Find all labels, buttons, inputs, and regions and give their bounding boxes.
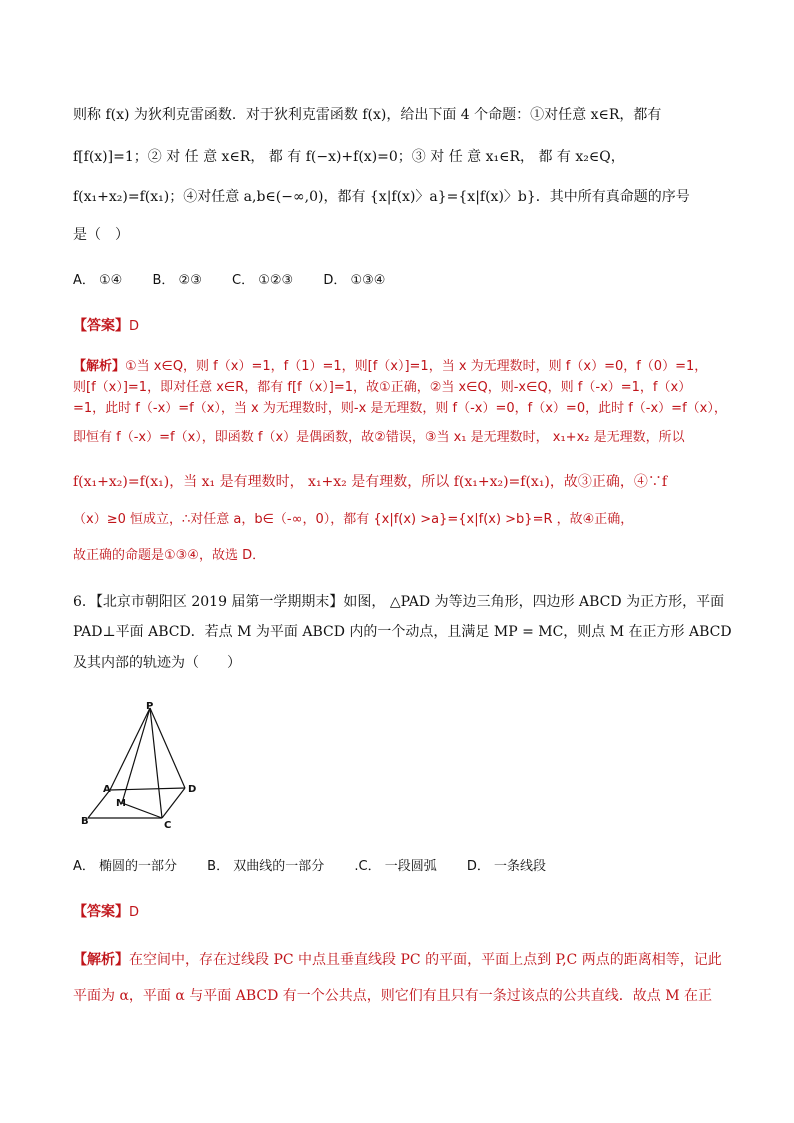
pyramid-figure — [70, 700, 210, 835]
label-b: B — [81, 816, 89, 827]
problem6-line-3: 及其内部的轨迹为（ ） — [73, 655, 241, 671]
label-a: A — [103, 784, 111, 795]
problem6-options — [73, 856, 723, 878]
option-b: B． ②③ — [152, 273, 202, 288]
problem5-line-1: 则称 f(x) 为狄利克雷函数．对于狄利克雷函数 f(x)，给出下面 4 个命题：①对任意 x∈R，都有 — [73, 107, 662, 123]
problem5-line-4: 是（ ） — [73, 227, 129, 243]
label-p: P — [146, 701, 154, 712]
problem5-analysis-line-6: （x）≥0 恒成立，∴对任意 a，b∈（-∞，0），都有 {x|f(x) >a}={x|f(x) >b}=R ，故④正确， — [73, 512, 634, 527]
edge-pd — [150, 708, 185, 788]
problem5-line-3: f(x₁+x₂)=f(x₁)；④对任意 a,b∈(−∞,0)，都有 {x|f(x)〉a}={x|f(x)〉b}．其中所有真命题的序号 — [73, 189, 690, 205]
option-c: C． ①②③ — [232, 273, 294, 288]
problem5-analysis-line-1: 【解析】①当 x∈Q，则 f（x）=1，f（1）=1，则[f（x）]=1，当 x 为无理数时，则 f（x）=0，f（0）=1， — [73, 359, 708, 374]
option-a: A． ①④ — [73, 273, 123, 288]
answer-tag: 【答案】 — [73, 318, 129, 334]
answer-tag: 【答案】 — [73, 904, 129, 920]
problem6-analysis-line-1: 【解析】在空间中，存在过线段 PC 中点且垂直线段 PC 的平面，平面上点到 P,C 两点的距离相等，记此 — [73, 952, 722, 968]
problem6-line-2: PAD⊥平面 ABCD．若点 M 为平面 ABCD 内的一个动点，且满足 MP = MC，则点 M 在正方形 ABCD — [73, 624, 732, 640]
problem5-analysis-line-7: 故正确的命题是①③④，故选 D． — [73, 548, 266, 563]
option-a: A． 椭圆的一部分 — [73, 859, 178, 874]
problem5-analysis-line-2: 则[f（x）]=1，即对任意 x∈R，都有 f[f（x）]=1，故①正确，②当 x∈Q，则-x∈Q，则 f（-x）=1，f（x） — [73, 380, 692, 395]
edge-pc — [150, 708, 162, 818]
edge-ad — [110, 788, 185, 790]
option-c: .C． 一段圆弧 — [354, 859, 437, 874]
problem5-analysis-line-3: =1，此时 f（-x）=f（x），当 x 为无理数时，则-x 是无理数，则 f（-x）=0，f（x）=0，此时 f（-x）=f（x）， — [73, 401, 727, 416]
option-d: D． 一条线段 — [466, 859, 547, 874]
option-d: D． ①③④ — [323, 273, 386, 288]
analysis-tag: 【解析】 — [73, 359, 126, 374]
problem6-analysis-line-2: 平面为 α，平面 α 与平面 ABCD 有一个公共点，则它们有且只有一条过该点的公共直线．故点 M 在正 — [73, 988, 712, 1004]
problem6-line-1: 6．【北京市朝阳区 2019 届第一学期期末】如图， △PAD 为等边三角形，四边形 ABCD 为正方形，平面 — [73, 594, 725, 610]
problem5-options — [73, 270, 723, 292]
problem5-answer — [73, 315, 723, 338]
answer-value: D — [129, 905, 140, 920]
problem5-analysis-line-4: 即恒有 f（-x）=f（x），即函数 f（x）是偶函数，故②错误，③当 x₁ 是无理数时， x₁+x₂ 是无理数，所以 — [73, 430, 685, 445]
edge-cd — [162, 788, 185, 818]
problem5-analysis-line-5: f(x₁+x₂)=f(x₁)，当 x₁ 是有理数时， x₁+x₂ 是有理数，所以 f(x₁+x₂)=f(x₁)，故③正确，④∵f — [73, 474, 668, 490]
problem6-answer — [73, 901, 723, 924]
analysis-tag: 【解析】 — [73, 952, 129, 968]
label-m: M — [116, 798, 126, 809]
label-d: D — [188, 784, 197, 795]
segment-mc — [122, 803, 162, 818]
label-c: C — [164, 820, 172, 831]
answer-value: D — [129, 319, 140, 334]
problem5-line-2: f[f(x)]=1；② 对 任 意 x∈R， 都 有 f(−x)+f(x)=0；③ 对 任 意 x₁∈R， 都 有 x₂∈Q， — [73, 149, 625, 165]
option-b: B． 双曲线的一部分 — [207, 859, 325, 874]
